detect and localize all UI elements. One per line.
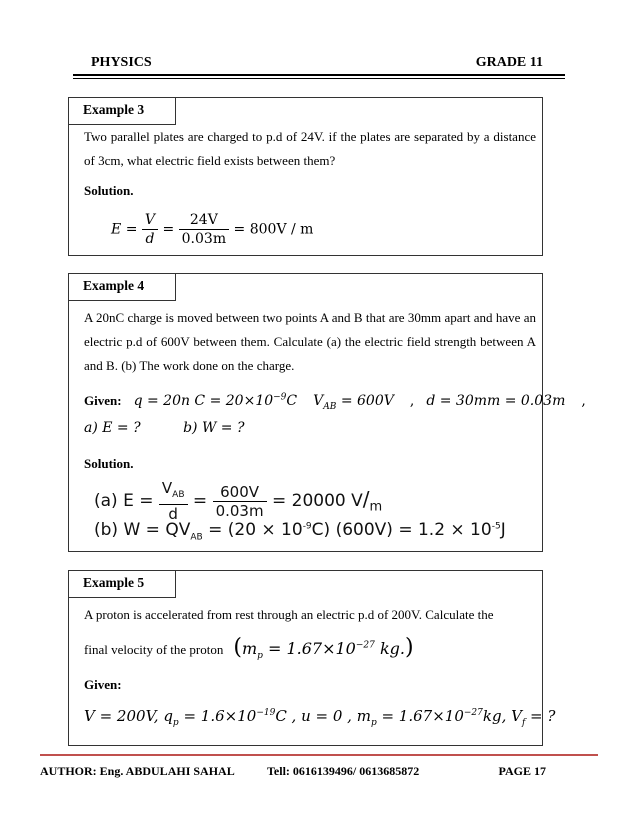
fraction-600v-over-003m: $\frac{600V}{0.03m}$ (213, 484, 267, 519)
footer-phone: Tell: 0616139496/ 0613685872 (267, 764, 420, 778)
example-4-given: Given: q = 20n $C = 20\times 10^{-9}C$ $V_{AB} = 600V$ , d = 30mm = 0.03m , (84, 392, 586, 412)
grade-title: GRADE 11 (475, 55, 543, 70)
example-5-box (68, 570, 556, 746)
header-rule (73, 74, 565, 76)
example-3-equation: E = $\frac{V}{d}$ = $\frac{24V}{0.03m}$ = 800V / m (111, 212, 314, 247)
solution-b-line: (b) $W = QV_{AB} = (20 \times 10^{-9}C) (600V) = 1.2 \times 10^{-5}J$ (94, 520, 506, 543)
example-3-box (68, 97, 543, 256)
footer-rule (40, 754, 598, 756)
example-4-label: Example 4 (68, 273, 176, 301)
example-3-result: = 800V / m (233, 221, 314, 238)
example-4-box (68, 273, 586, 552)
example-3-solution-label: Solution. (84, 183, 134, 198)
subject-title: PHYSICS (91, 55, 152, 70)
example-5-text: A proton is accelerated from rest through an electric p.d of 200V. Calculate the (84, 607, 494, 622)
example-5-given-label: Given: (84, 677, 122, 692)
example-4-asks: a) E = ? b) W = ? (84, 420, 245, 436)
footer-page-number: PAGE 17 (498, 764, 546, 778)
example-4-text: A 20nC charge is moved between two points A and B that are 30mm apart and have an electric p.d of 600V between them. Calculate (a) the electric field strength between A and B. (b) The work done on the charge. (84, 310, 536, 373)
fraction-24v-over-003m: $\frac{24V}{0.03m}$ (179, 212, 229, 247)
example-5-given: V = 200V, $q_p = 1.6\times 10^{-19}C$ , u = 0 , $m_p = 1.67\times 10^{-27}kg$, $V_f$ = ? (84, 707, 556, 728)
example-4-solution-label: Solution. (84, 456, 134, 471)
given-q: q = 20n $C = 20\times 10^{-9}C$ (133, 392, 298, 409)
example-5-mass-line: final velocity of the proton ($m_p = 1.67\times 10^{-27}$ kg.) (84, 635, 414, 662)
footer-author: AUTHOR: Eng. ABDULAHI SAHAL (40, 764, 235, 778)
given-d: d = 30mm = 0.03m (426, 393, 566, 409)
fraction-v-over-d: $\frac{V}{d}$ (142, 212, 158, 247)
solution-a-line: (a) E = $\frac{V_{AB}}{d}$ = $\frac{600V}{0.03m}$ = 20000 $V/_m$ (94, 479, 383, 523)
header-rule-thin (73, 78, 565, 79)
example-3-text: Two parallel plates are charged to p.d of 24V. if the plates are separated by a distance of 3cm, what electric field exists between them? (84, 129, 536, 168)
given-vab: $V_{AB} = 600V$ (313, 393, 394, 412)
proton-mass: ($m_p = 1.67\times 10^{-27}$ kg.) (233, 635, 414, 662)
example-3-label: Example 3 (68, 97, 176, 125)
page-header (73, 52, 565, 74)
fraction-vab-over-d: $\frac{V_{AB}}{d}$ (159, 480, 188, 522)
example-5-label: Example 5 (68, 570, 176, 598)
